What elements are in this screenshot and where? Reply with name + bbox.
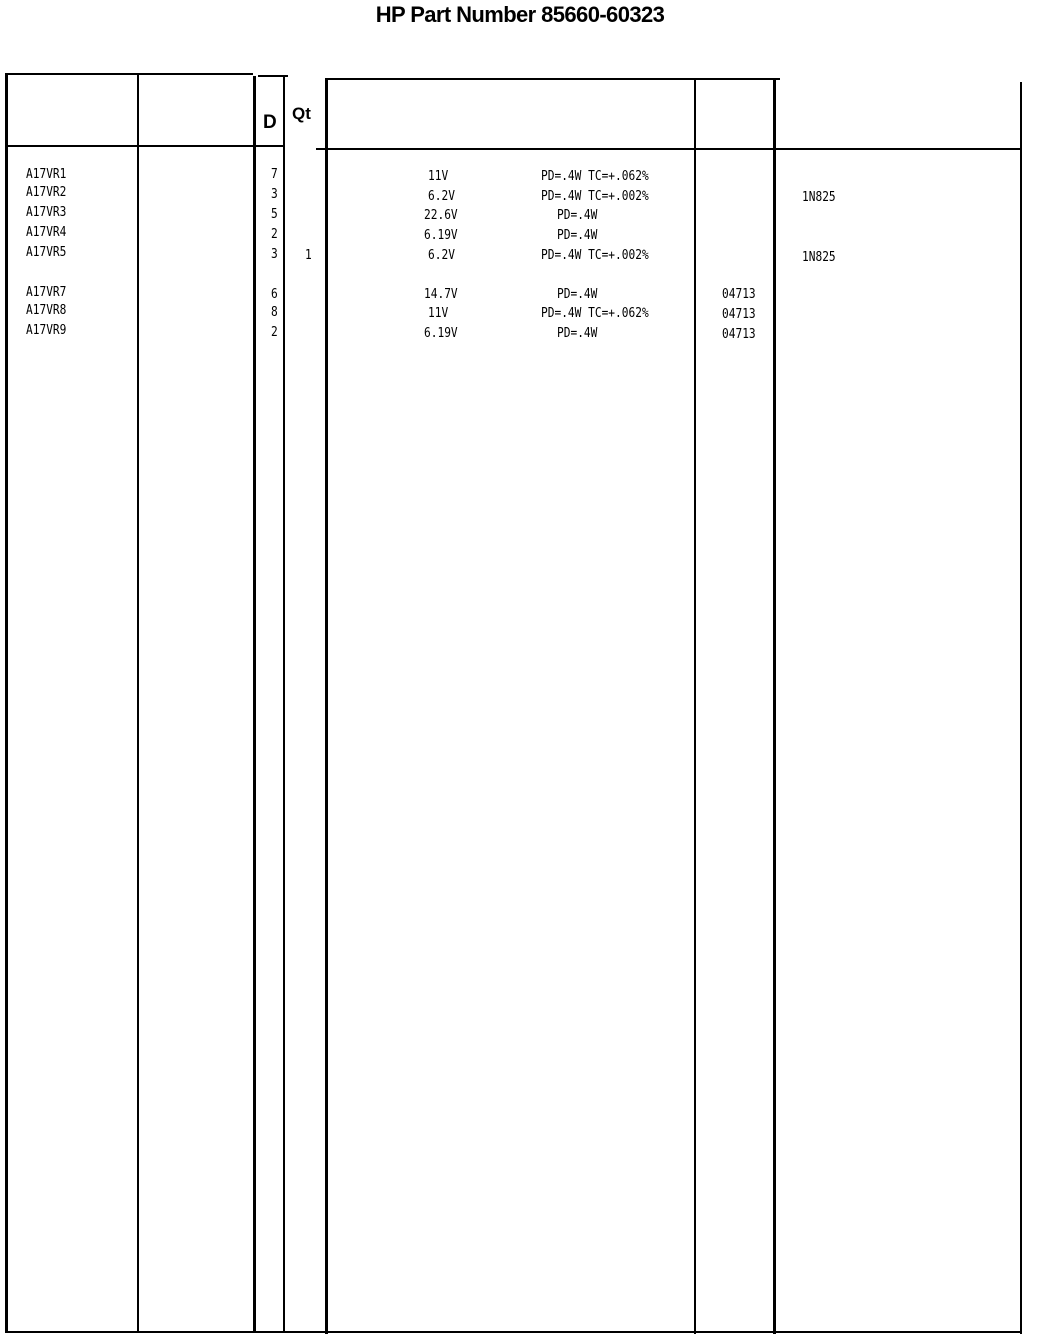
table-bottom-rule [5, 1331, 1022, 1333]
check-digit-clip [271, 248, 277, 264]
col-header-qty: Qt [292, 104, 311, 123]
ref-designator: A17VR9 [26, 323, 67, 338]
mfr-code: 04713 [722, 307, 756, 322]
col-header-cd: D [263, 112, 277, 133]
header-divider-rule [5, 145, 283, 147]
voltage: 22.6V [424, 208, 458, 223]
mfr-code-clip [722, 288, 766, 304]
check-digit: 8 [271, 305, 278, 320]
page-title: HP Part Number 85660-60323 [375, 2, 665, 27]
voltage: 6.2V [428, 248, 455, 263]
description: PD=.4W [557, 208, 598, 223]
check-digit: 3 [271, 187, 278, 202]
check-digit: 6 [271, 287, 278, 302]
column-divider [137, 74, 139, 1332]
check-digit-clip [271, 228, 277, 244]
mfr-part-number: 1N825 [802, 250, 836, 265]
ref-designator: A17VR7 [26, 285, 67, 300]
description: PD=.4W [557, 228, 598, 243]
voltage: 11V [428, 169, 449, 184]
voltage: 6.19V [424, 326, 458, 341]
mfr-code: 04713 [722, 327, 756, 342]
mfr-code: 04713 [722, 287, 756, 302]
table-border-right [1020, 82, 1022, 1334]
table-top-rule [258, 75, 288, 77]
check-digit-clip [271, 288, 277, 304]
voltage: 14.7V [424, 287, 458, 302]
ref-designator: A17VR3 [26, 205, 67, 220]
column-divider [694, 80, 696, 1334]
table-top-rule [325, 78, 780, 80]
description: PD=.4W TC=+.062% [541, 169, 649, 184]
ref-designator: A17VR4 [26, 225, 67, 240]
check-digit-clip [271, 326, 277, 342]
ref-designator: A17VR1 [26, 167, 67, 182]
ref-designator: A17VR2 [26, 185, 67, 200]
header-divider-rule [316, 148, 1022, 150]
check-digit: 5 [271, 207, 278, 222]
mfr-code-clip [722, 328, 766, 344]
ref-designator: A17VR5 [26, 245, 67, 260]
description: PD=.4W [557, 326, 598, 341]
quantity: 1 [305, 248, 312, 263]
check-digit-clip [271, 208, 277, 224]
voltage: 6.19V [424, 228, 458, 243]
column-divider [773, 80, 776, 1334]
description: PD=.4W TC=+.002% [541, 248, 649, 263]
description: PD=.4W TC=+.062% [541, 306, 649, 321]
check-digit: 7 [271, 167, 278, 182]
column-divider [283, 76, 285, 1332]
description: PD=.4W TC=+.002% [541, 189, 649, 204]
voltage: 11V [428, 306, 449, 321]
check-digit-clip [271, 188, 277, 204]
check-digit-clip [271, 168, 277, 184]
table-border-left [5, 73, 8, 1333]
description: PD=.4W [557, 287, 598, 302]
check-digit: 2 [271, 227, 278, 242]
ref-designator: A17VR8 [26, 303, 67, 318]
column-divider [253, 76, 256, 1332]
voltage: 6.2V [428, 189, 455, 204]
mfr-code-clip [722, 308, 766, 324]
mfr-part-number: 1N825 [802, 190, 836, 205]
check-digit: 2 [271, 325, 278, 340]
check-digit-clip [271, 306, 277, 322]
column-divider [325, 78, 328, 1334]
check-digit: 3 [271, 247, 278, 262]
col-header-cd-clip [263, 112, 277, 134]
col-header-qty-clip [292, 104, 314, 126]
table-top-rule [5, 73, 253, 75]
